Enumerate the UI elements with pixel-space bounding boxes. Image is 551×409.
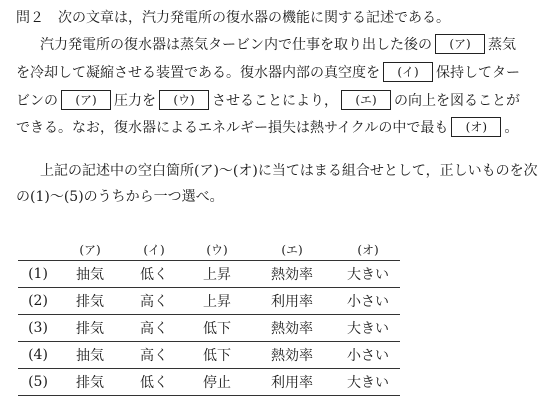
question-number: 問２	[16, 10, 44, 26]
choice-number: (1)	[18, 261, 58, 288]
column-header: (ウ)	[206, 242, 228, 257]
table-cell: 小さい	[336, 342, 400, 369]
table-cell: 小さい	[336, 288, 400, 315]
table-row	[18, 288, 400, 315]
table-header-row	[18, 238, 400, 261]
table-row	[18, 261, 400, 288]
passage-line-2	[16, 62, 520, 83]
column-header: (オ)	[357, 242, 379, 257]
column-header	[18, 238, 58, 261]
passage-line-4	[16, 117, 518, 138]
blank-i-box: (イ)	[383, 62, 433, 82]
passage-text: 圧力を	[114, 93, 156, 109]
table-cell: 大きい	[336, 315, 400, 342]
table-cell: 排気	[58, 288, 122, 315]
passage-text: の向上を図ることが	[394, 93, 520, 109]
blank-a-box: (ア)	[435, 34, 485, 54]
table-cell: 上昇	[186, 261, 248, 288]
passage-text: 。	[504, 120, 519, 136]
choice-number: (2)	[18, 288, 58, 315]
table-row	[18, 315, 400, 342]
passage-line-1	[40, 34, 516, 55]
passage-text: 蒸気	[488, 37, 516, 53]
table-cell: 高く	[122, 342, 186, 369]
passage-text: 保持してター	[436, 65, 520, 81]
table-cell: 熱効率	[248, 261, 336, 288]
passage-line-3	[16, 90, 520, 111]
blank-e-box: (エ)	[341, 90, 391, 110]
passage-text: させることにより，	[212, 93, 338, 109]
column-header: (エ)	[281, 242, 303, 257]
table-cell: 排気	[58, 315, 122, 342]
choice-number: (4)	[18, 342, 58, 369]
table-cell: 抽気	[58, 342, 122, 369]
table-cell: 高く	[122, 315, 186, 342]
table-row	[18, 342, 400, 369]
table-cell: 低下	[186, 342, 248, 369]
choice-number: (3)	[18, 315, 58, 342]
question-heading	[16, 8, 450, 28]
table-cell: 低く	[122, 369, 186, 396]
table-cell: 排気	[58, 369, 122, 396]
passage-text: 汽力発電所の復水器は蒸気タービン内で仕事を取り出した後の	[40, 37, 432, 53]
passage-text: を冷却して凝縮させる装置である。復水器内部の真空度を	[16, 65, 380, 81]
instruction-line-2: の(1)～(5)のうちから一つ選べ。	[16, 189, 224, 205]
blank-u-box: (ウ)	[159, 90, 209, 110]
table-cell: 停止	[186, 369, 248, 396]
passage-text: ビンの	[16, 93, 58, 109]
column-header: (イ)	[143, 242, 165, 257]
table-cell: 利用率	[248, 288, 336, 315]
blank-o-box: (オ)	[451, 117, 501, 137]
answer-choices-table	[18, 238, 400, 396]
passage-text: できる。なお，復水器によるエネルギー損失は熱サイクルの中で最も	[16, 120, 449, 136]
table-cell: 大きい	[336, 369, 400, 396]
table-cell: 抽気	[58, 261, 122, 288]
instruction-line-1: 上記の記述中の空白箇所(ア)～(オ)に当てはまる組合せとして，正しいものを次	[40, 163, 538, 179]
table-cell: 利用率	[248, 369, 336, 396]
table-cell: 高く	[122, 288, 186, 315]
table-cell: 大きい	[336, 261, 400, 288]
blank-a-box: (ア)	[61, 90, 111, 110]
table-cell: 上昇	[186, 288, 248, 315]
column-header: (ア)	[79, 242, 101, 257]
table-row	[18, 369, 400, 396]
table-cell: 熱効率	[248, 315, 336, 342]
table-cell: 低く	[122, 261, 186, 288]
table-cell: 低下	[186, 315, 248, 342]
question-title: 次の文章は，汽力発電所の復水器の機能に関する記述である。	[58, 10, 450, 26]
choice-number: (5)	[18, 369, 58, 396]
table-cell: 熱効率	[248, 342, 336, 369]
